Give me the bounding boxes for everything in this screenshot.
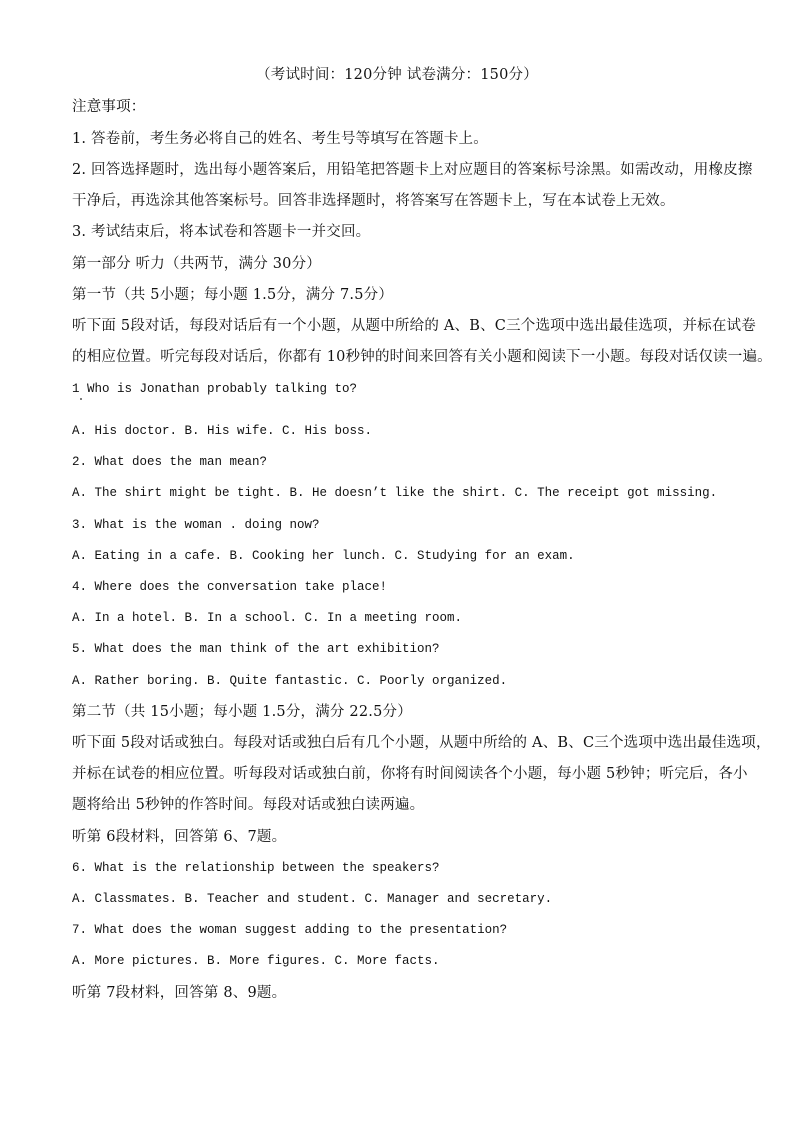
- part1-title: 第一部分 听力（共两节，满分 30分）: [72, 256, 321, 272]
- question-1: 1 Who is Jonathan probably talking to?: [72, 382, 358, 396]
- section1-instructions-line-2: 的相应位置。听完每段对话后，你都有 10秒钟的时间来回答有关小题和阅读下一小题。每段对话仅读一遍。: [72, 349, 772, 365]
- section2-instructions-line-3: 题将给出 5秒钟的作答时间。每段对话或独白读两遍。: [72, 797, 425, 813]
- notice-item-2-line-1: 2. 回答选择题时，选出每小题答案后，用铅笔把答题卡上对应题目的答案标号涂黑。如需改动，用橡皮擦: [72, 162, 753, 178]
- question-5-options: A. Rather boring. B. Quite fantastic. C. Poorly organized.: [72, 674, 508, 688]
- question-3: 3. What is the woman . doing now?: [72, 518, 320, 532]
- question-2-options: A. The shirt might be tight. B. He doesn’t like the shirt. C. The receipt got missing.: [72, 486, 718, 500]
- section2-title: 第二节（共 15小题；每小题 1.5分，满分 22.5分）: [72, 704, 412, 720]
- section2-instructions-line-2: 并标在试卷的相应位置。听每段对话或独白前，你将有时间阅读各个小题，每小题 5秒钟；听完后，各小: [72, 766, 748, 782]
- notice-item-1: 1. 答卷前，考生务必将自己的姓名、考生号等填写在答题卡上。: [72, 131, 488, 147]
- notice-item-2-line-2: 干净后，再选涂其他答案标号。回答非选择题时，将答案写在答题卡上，写在本试卷上无效。: [72, 193, 675, 209]
- notice-item-3: 3. 考试结束后，将本试卷和答题卡一并交回。: [72, 224, 371, 240]
- question-2: 2. What does the man mean?: [72, 455, 268, 469]
- stray-dot-mark: [80, 398, 82, 400]
- exam-header: （考试时间：120分钟 试卷满分：150分）: [256, 67, 538, 83]
- section2-instructions-line-1: 听下面 5段对话或独白。每段对话或独白后有几个小题，从题中所给的 A、B、C三个选项中选出最佳选项，: [72, 735, 771, 751]
- question-4-options: A. In a hotel. B. In a school. C. In a meeting room.: [72, 611, 463, 625]
- question-4: 4. Where does the conversation take place!: [72, 580, 388, 594]
- material-7-heading: 听第 7段材料，回答第 8、9题。: [72, 985, 287, 1001]
- section1-instructions-line-1: 听下面 5段对话，每段对话后有一个小题，从题中所给的 A、B、C三个选项中选出最佳选项，并标在试卷: [72, 318, 756, 334]
- section1-title: 第一节（共 5小题；每小题 1.5分，满分 7.5分）: [72, 287, 394, 303]
- question-1-options: A. His doctor. B. His wife. C. His boss.: [72, 424, 373, 438]
- material-6-heading: 听第 6段材料，回答第 6、7题。: [72, 829, 287, 845]
- notice-title: 注意事项：: [72, 99, 146, 115]
- question-3-options: A. Eating in a cafe. B. Cooking her lunch. C. Studying for an exam.: [72, 549, 575, 563]
- question-6: 6. What is the relationship between the speakers?: [72, 861, 440, 875]
- question-5: 5. What does the man think of the art exhibition?: [72, 642, 440, 656]
- question-7: 7. What does the woman suggest adding to the presentation?: [72, 923, 508, 937]
- question-7-options: A. More pictures. B. More figures. C. More facts.: [72, 954, 440, 968]
- question-6-options: A. Classmates. B. Teacher and student. C. Manager and secretary.: [72, 892, 553, 906]
